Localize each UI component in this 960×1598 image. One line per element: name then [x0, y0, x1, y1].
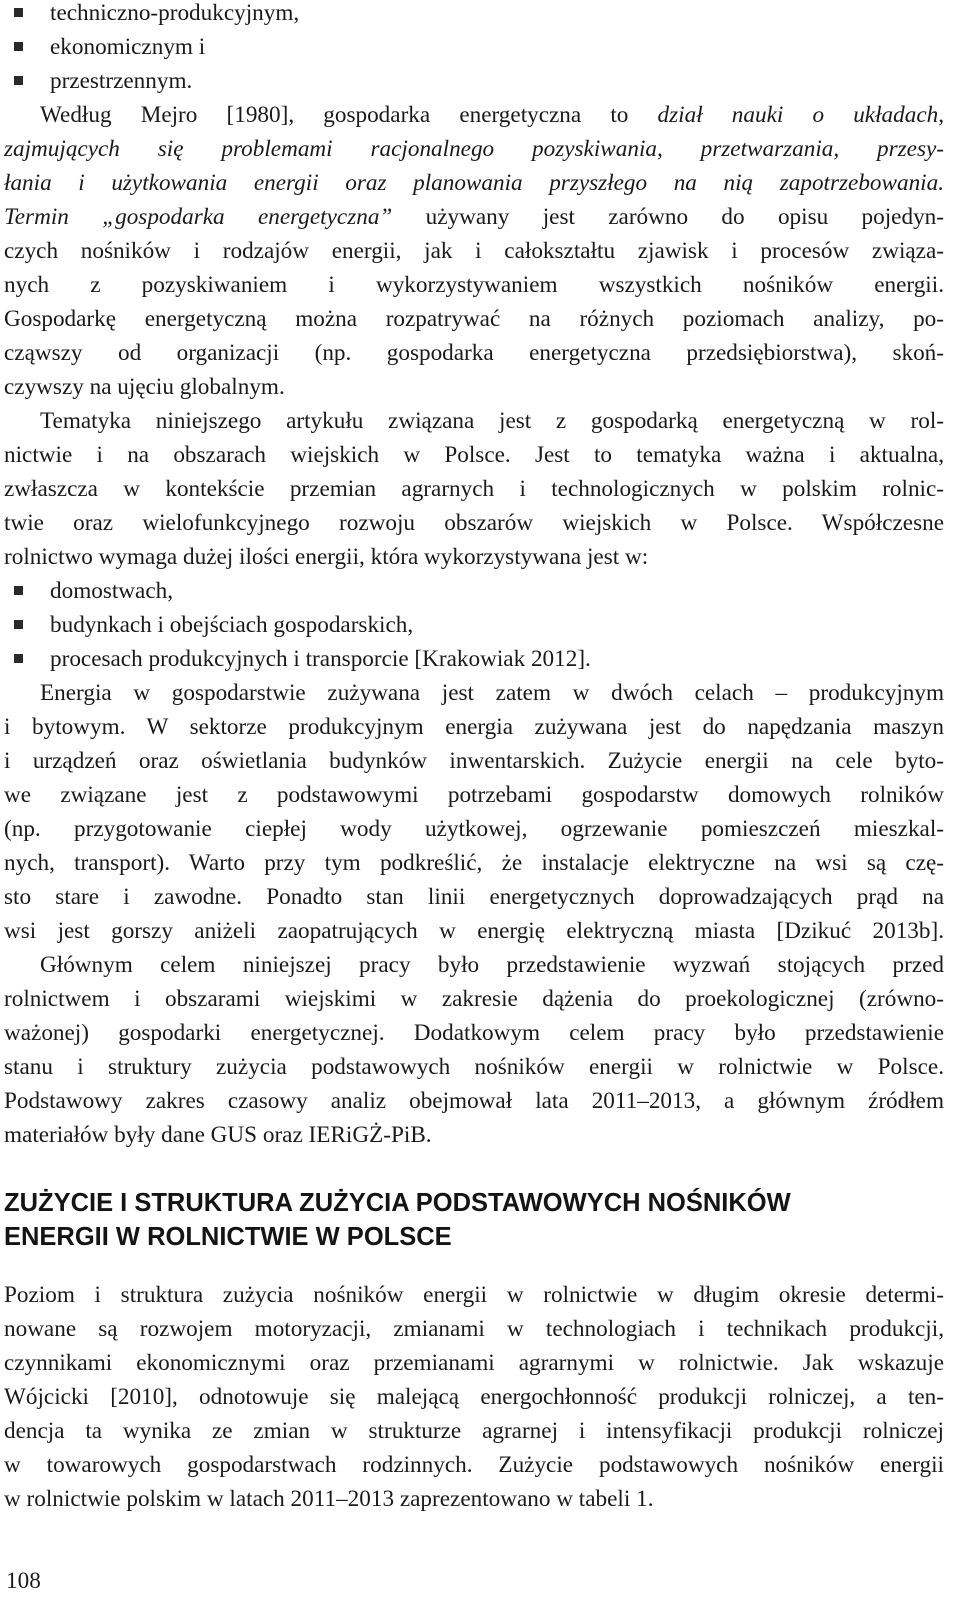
- bullet-square-icon: [14, 76, 23, 85]
- paragraph-line: zajmujących się problemami racjonalnego pozyskiwania, przetwarzania, przesy-: [4, 136, 944, 162]
- paragraph-line: materiałów były dane GUS oraz IERiGŻ-PiB.: [4, 1122, 432, 1148]
- paragraph-line: czywszy na ujęciu globalnym.: [4, 374, 285, 400]
- bullet-square-icon: [14, 654, 23, 663]
- paragraph-line: nych z pozyskiwaniem i wykorzystywaniem wszystkich nośników energii.: [4, 272, 944, 298]
- paragraph-line: (np. przygotowanie ciepłej wody użytkowej, ogrzewanie pomieszczeń mieszkal-: [4, 816, 944, 842]
- section-heading: ENERGII W ROLNICTWIE W POLSCE: [4, 1223, 452, 1251]
- paragraph-line: zwłaszcza w kontekście przemian agrarnych i technologicznych w polskim rolnic-: [4, 476, 944, 502]
- section-heading: ZUŻYCIE I STRUKTURA ZUŻYCIA PODSTAWOWYCH NOŚNIKÓW: [4, 1189, 791, 1217]
- paragraph-line: rolnictwem i obszarami wiejskimi w zakresie dążenia do proekologicznej (zrówno-: [4, 986, 944, 1012]
- paragraph-line: twie oraz wielofunkcyjnego rozwoju obszarów wiejskich w Polsce. Współczesne: [4, 510, 944, 536]
- list-item: przestrzennym.: [50, 68, 193, 94]
- paragraph-line: dencja ta wynika ze zmian w strukturze agrarnej i intensyfikacji produkcji rolniczej: [4, 1418, 944, 1444]
- paragraph-line: we związane jest z podstawowymi potrzebami gospodarstw domowych rolników: [4, 782, 944, 808]
- paragraph-line: łania i użytkowania energii oraz planowania przyszłego na nią zapotrzebowania.: [4, 170, 944, 196]
- list-item: techniczno-produkcyjnym,: [50, 0, 300, 26]
- paragraph-line: ważonej) gospodarki energetycznej. Dodatkowym celem pracy było przedstawienie: [4, 1020, 944, 1046]
- paragraph-line: nych, transport). Warto przy tym podkreślić, że instalacje elektryczne na wsi są czę-: [4, 850, 944, 876]
- paragraph-line: czych nośników i rodzajów energii, jak i całokształtu zjawisk i procesów związa-: [4, 238, 944, 264]
- list-item: budynkach i obejściach gospodarskich,: [50, 612, 414, 638]
- paragraph-line: w rolnictwie polskim w latach 2011–2013 zaprezentowano w tabeli 1.: [4, 1486, 654, 1512]
- paragraph-line: sto stare i zawodne. Ponadto stan linii energetycznych doprowadzających prąd na: [4, 884, 944, 910]
- paragraph-line: Wójcicki [2010], odnotowuje się malejącą energochłonność produkcji rolniczej, a ten-: [4, 1384, 944, 1410]
- list-item: domostwach,: [50, 578, 174, 604]
- bullet-square-icon: [14, 42, 23, 51]
- paragraph-line: Podstawowy zakres czasowy analiz obejmował lata 2011–2013, a głównym źródłem: [4, 1088, 944, 1114]
- paragraph-line: i bytowym. W sektorze produkcyjnym energia zużywana jest do napędzania maszyn: [4, 714, 944, 740]
- paragraph-line: nictwie i na obszarach wiejskich w Polsce. Jest to tematyka ważna i aktualna,: [4, 442, 944, 468]
- paragraph-line: w towarowych gospodarstwach rodzinnych. Zużycie podstawowych nośników energii: [4, 1452, 944, 1478]
- paragraph-line: Gospodarkę energetyczną można rozpatrywać na różnych poziomach analizy, po-: [4, 306, 944, 332]
- paragraph-line: Energia w gospodarstwie zużywana jest zatem w dwóch celach – produkcyjnym: [40, 680, 944, 706]
- list-item: procesach produkcyjnych i transporcie [Krakowiak 2012].: [50, 646, 591, 672]
- paragraph-line: stanu i struktury zużycia podstawowych nośników energii w rolnictwie w Polsce.: [4, 1054, 944, 1080]
- paragraph-line: nowane są rozwojem motoryzacji, zmianami w technologiach i technikach produkcji,: [4, 1316, 944, 1342]
- paragraph-line: rolnictwo wymaga dużej ilości energii, która wykorzystywana jest w:: [4, 544, 649, 570]
- list-item: ekonomicznym i: [50, 34, 206, 60]
- paragraph-line: Według Mejro [1980], gospodarka energetyczna to dział nauki o układach,: [40, 102, 945, 128]
- paragraph-line: Głównym celem niniejszej pracy było przedstawienie wyzwań stojących przed: [40, 952, 944, 978]
- page-number: 108: [6, 1568, 41, 1594]
- paragraph-line: Poziom i struktura zużycia nośników energii w rolnictwie w długim okresie determi-: [4, 1282, 944, 1308]
- paragraph-line: Tematyka niniejszego artykułu związana jest z gospodarką energetyczną w rol-: [40, 408, 944, 434]
- paragraph-line: czynnikami ekonomicznymi oraz przemianami agrarnymi w rolnictwie. Jak wskazuje: [4, 1350, 944, 1376]
- paragraph-line: i urządzeń oraz oświetlania budynków inwentarskich. Zużycie energii na cele byto-: [4, 748, 944, 774]
- paragraph-line: wsi jest gorszy aniżeli zaopatrujących w energię elektryczną miasta [Dzikuć 2013b].: [4, 918, 944, 944]
- bullet-square-icon: [14, 620, 23, 629]
- paragraph-line: cząwszy od organizacji (np. gospodarka energetyczna przedsiębiorstwa), skoń-: [4, 340, 944, 366]
- paragraph-line: Termin „gospodarka energetyczna” używany jest zarówno do opisu pojedyn-: [4, 204, 944, 230]
- bullet-square-icon: [14, 586, 23, 595]
- bullet-square-icon: [14, 8, 23, 17]
